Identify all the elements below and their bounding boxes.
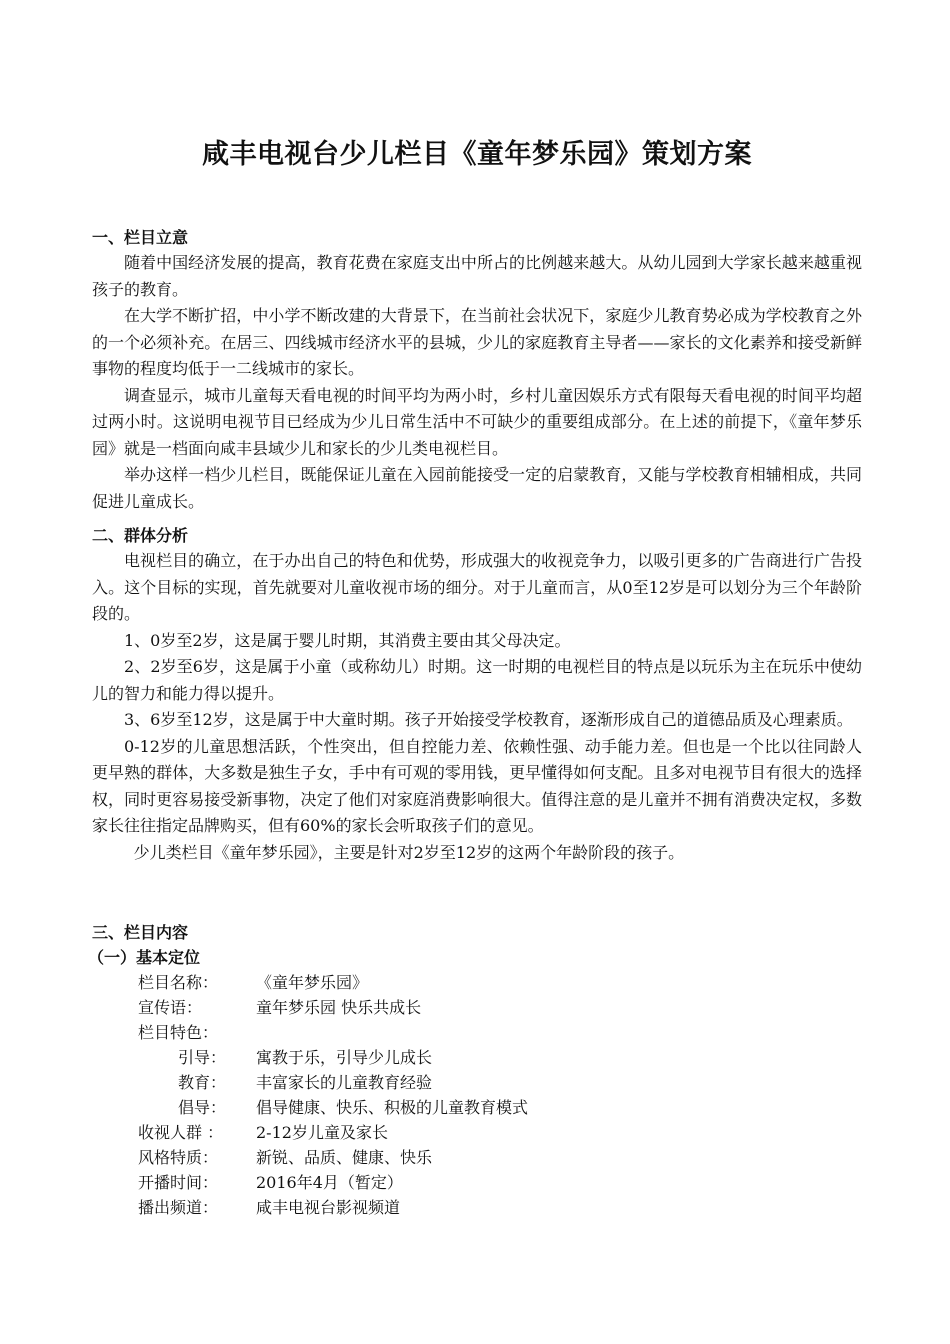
- info-key: 教育：: [178, 1073, 227, 1092]
- info-key: 倡导：: [178, 1098, 227, 1117]
- paragraph: 少儿类栏目《童年梦乐园》，主要是针对2岁至12岁的这两个年龄阶段的孩子。: [133, 842, 685, 862]
- section-heading: 三、栏目内容: [92, 923, 189, 942]
- paragraph: 调查显示，城市儿童每天看电视的时间平均为两小时，乡村儿童因娱乐方式有限每天看电视的时间平均超过两小时。这说明电视节目已经成为少儿日常生活中不可缺少的重要组成部分。在上述的前提下，《童年梦乐园》就是一档面向咸丰县域少儿和家长的少儿类电视栏目。: [92, 385, 862, 458]
- paragraph: 随着中国经济发展的提高，教育花费在家庭支出中所占的比例越来越大。从幼儿园到大学家长越来越重视孩子的教育。: [92, 253, 862, 299]
- info-row: [92, 1045, 862, 1070]
- paragraph: 电视栏目的确立，在于办出自己的特色和优势，形成强大的收视竞争力，以吸引更多的广告商进行广告投入。这个目标的实现，首先就要对儿童收视市场的细分。对于儿童而言，从0至12岁是可以划分为三个年龄阶段的。: [92, 551, 862, 623]
- info-key: 栏目名称：: [138, 973, 219, 992]
- info-value: 《童年梦乐园》: [256, 973, 369, 992]
- info-key: 收视人群 ：: [138, 1123, 224, 1142]
- section-purpose: [92, 226, 862, 515]
- info-value: 2-12岁儿童及家长: [256, 1123, 388, 1142]
- info-value: 咸丰电视台影视频道: [256, 1198, 401, 1217]
- info-row: [92, 995, 862, 1020]
- paragraph: 在大学不断扩招，中小学不断改建的大背景下，在当前社会状况下，家庭少儿教育势必成为学校教育之外的一个必须补充。在居三、四线城市经济水平的县城，少儿的家庭教育主导者——家长的文化素养和接受新鲜事物的程度均低于一二线城市的家长。: [92, 306, 862, 378]
- info-key: 播出频道：: [138, 1198, 219, 1217]
- paragraph: 1、0岁至2岁，这是属于婴儿时期，其消费主要由其父母决定。: [124, 630, 571, 650]
- document-title: 咸丰电视台少儿栏目《童年梦乐园》策划方案: [202, 139, 752, 170]
- info-value: 寓教于乐，引导少儿成长: [256, 1048, 433, 1067]
- info-row: [92, 1195, 862, 1220]
- info-row: [92, 970, 862, 995]
- info-row: [92, 1020, 862, 1045]
- info-key: 引导：: [178, 1048, 227, 1067]
- info-value: 新锐、品质、健康、快乐: [256, 1148, 433, 1167]
- info-row: [92, 1170, 862, 1195]
- info-key: 宣传语：: [138, 998, 203, 1017]
- section-heading: 二、群体分析: [92, 526, 189, 545]
- info-row: [92, 1095, 862, 1120]
- info-value: 2016年4月（暂定）: [256, 1173, 403, 1192]
- info-key: 开播时间：: [138, 1173, 219, 1192]
- info-value: 倡导健康、快乐、积极的儿童教育模式: [256, 1098, 529, 1117]
- paragraph: 2、2岁至6岁，这是属于小童（或称幼儿）时期。这一时期的电视栏目的特点是以玩乐为主在玩乐中使幼儿的智力和能力得以提升。: [92, 657, 862, 703]
- paragraph: 0-12岁的儿童思想活跃，个性突出，但自控能力差、依赖性强、动手能力差。但也是一个比以往同龄人更早熟的群体，大多数是独生子女，手中有可观的零用钱，更早懂得如何支配。且多对电视节目有很大的选择权，同时更容易接受新事物，决定了他们对家庭消费影响很大。值得注意的是儿童并不拥有消费决定权，多数家长往往指定品牌购买，但有60%的家长会听取孩子们的意见。: [92, 736, 862, 835]
- info-key: 风格特质：: [138, 1148, 219, 1167]
- section-audience: [92, 524, 862, 866]
- info-key: 栏目特色：: [138, 1023, 219, 1042]
- info-value: 丰富家长的儿童教育经验: [256, 1073, 433, 1092]
- section-content: [88, 921, 862, 1220]
- info-row: [92, 1070, 862, 1095]
- info-list: [92, 970, 862, 1220]
- section-heading: 一、栏目立意: [92, 228, 189, 247]
- paragraph: 举办这样一档少儿栏目，既能保证儿童在入园前能接受一定的启蒙教育，又能与学校教育相辅相成，共同促进儿童成长。: [92, 465, 862, 511]
- info-row: [92, 1145, 862, 1170]
- info-row: [92, 1120, 862, 1145]
- info-value: 童年梦乐园 快乐共成长: [256, 998, 422, 1017]
- paragraph: 3、6岁至12岁，这是属于中大童时期。孩子开始接受学校教育，逐渐形成自己的道德品质及心理素质。: [124, 710, 853, 729]
- subsection-heading: （一）基本定位: [88, 948, 201, 967]
